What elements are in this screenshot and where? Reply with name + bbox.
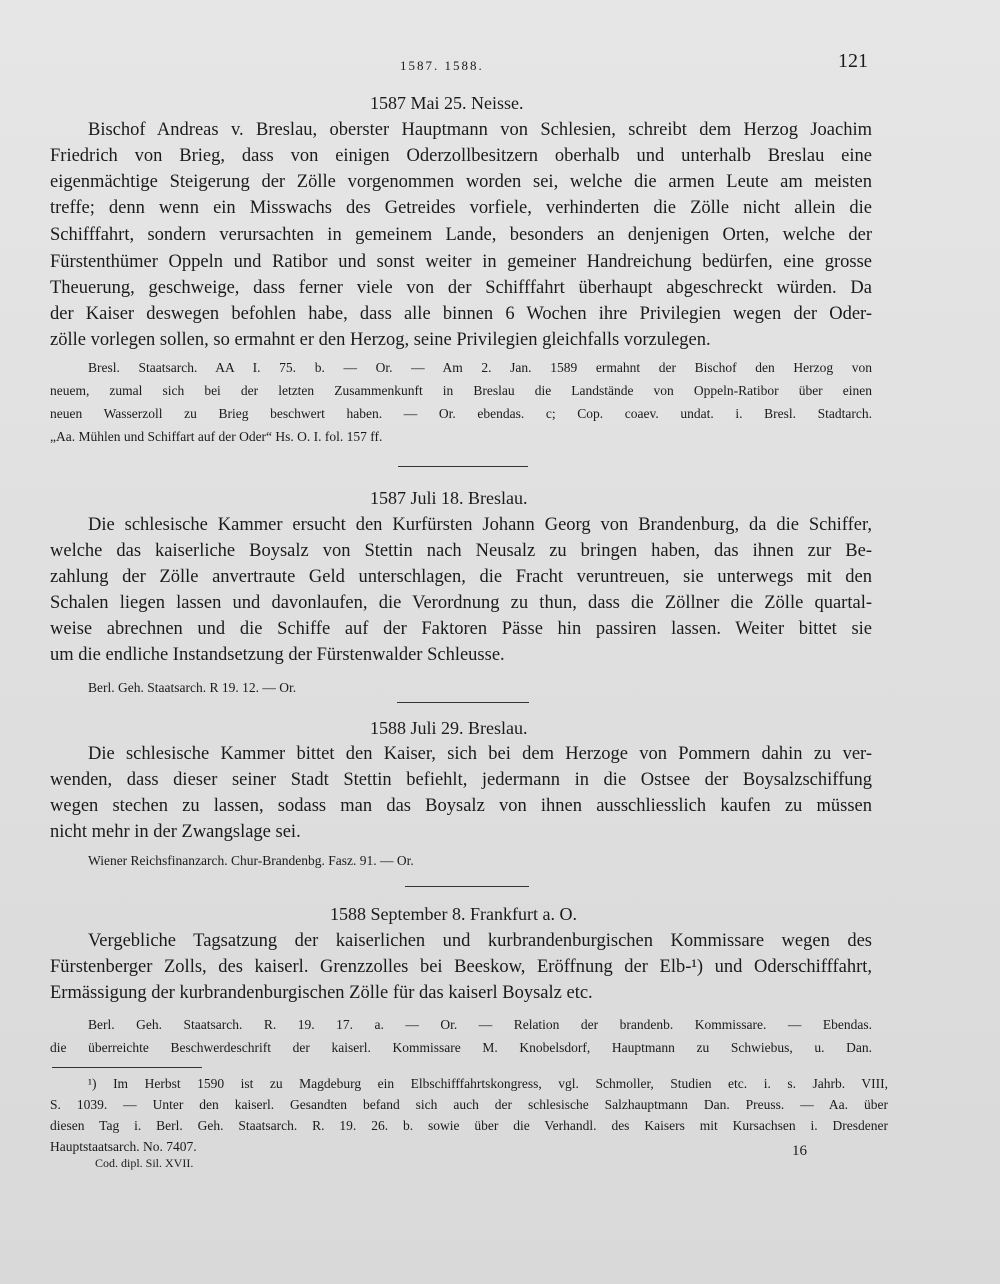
source-line: neuen Wasserzoll zu Brieg beschwert haben. — Or. ebendas. c; Cop. coaev. undat. i. Bresl. Stadtarch.	[50, 406, 872, 421]
body-line: Friedrich von Brieg, dass von einigen Oderzollbesitzern oberhalb und unterhalb Breslau eine	[50, 146, 872, 166]
body-line: Vergebliche Tagsatzung der kaiserlichen und kurbrandenburgischen Kommissare wegen des	[88, 931, 872, 951]
body-line: nicht mehr in der Zwangslage sei.	[50, 822, 301, 842]
body-line: Die schlesische Kammer bittet den Kaiser, sich bei dem Herzoge von Pommern dahin zu ver-	[88, 744, 872, 764]
signature-number: 16	[792, 1143, 807, 1159]
source-line: Wiener Reichsfinanzarch. Chur-Brandenbg. Fasz. 91. — Or.	[88, 853, 414, 868]
body-line: der Kaiser deswegen befohlen habe, dass alle binnen 6 Wochen ihre Privilegien wegen der Oder-	[50, 304, 872, 324]
body-line: eigenmächtige Steigerung der Zölle vorgenommen worden sei, welche die armen Leute am meisten	[50, 172, 872, 192]
body-line: Schifffahrt, sondern verursachten in gemeinem Lande, besonders an denjenigen Orten, welche der	[50, 225, 872, 245]
section-divider	[398, 466, 528, 467]
source-line: „Aa. Mühlen und Schiffart auf der Oder“ Hs. O. I. fol. 157 ff.	[50, 429, 383, 444]
source-line: Berl. Geh. Staatsarch. R 19. 12. — Or.	[88, 680, 297, 695]
entry-heading: 1587 Juli 18. Breslau.	[370, 488, 528, 508]
footnote-line: S. 1039. — Unter den kaiserl. Gesandten befand sich auch der schlesische Salzhauptmann Dan. Preuss. — Aa. über	[50, 1097, 888, 1112]
source-line: neuem, zumal sich bei der letzten Zusammenkunft in Breslau die Landstände von Oppeln-Ratibor über einen	[50, 383, 872, 398]
footnote-line: Hauptstaatsarch. No. 7407.	[50, 1139, 197, 1154]
body-line: treffe; denn wenn ein Misswachs des Getreides vorfiele, verhinderten die Zölle nicht allein die	[50, 198, 872, 218]
body-line: welche das kaiserliche Boysalz von Stettin nach Neusalz zu bringen haben, das ihnen zur Be-	[50, 541, 872, 561]
body-line: wenden, dass dieser seiner Stadt Stettin befiehlt, jedermann in die Ostsee der Boysalzschiffung	[50, 770, 872, 790]
body-line: zahlung der Zölle anvertraute Geld unterschlagen, die Fracht veruntreuen, sie unterwegs mit den	[50, 567, 872, 587]
section-divider	[397, 702, 529, 703]
source-line: die überreichte Beschwerdeschrift der kaiserl. Kommissare M. Knobelsdorf, Hauptmann zu Schwiebus, u. Dan.	[50, 1040, 872, 1055]
body-line: um die endliche Instandsetzung der Fürstenwalder Schleusse.	[50, 645, 505, 665]
signature-mark: Cod. dipl. Sil. XVII.	[95, 1156, 194, 1170]
entry-heading: 1587 Mai 25. Neisse.	[370, 93, 524, 113]
body-line: Theuerung, geschweige, dass ferner viele von der Schifffahrt überhaupt abgeschreckt würden. Da	[50, 278, 872, 298]
running-header: 1587. 1588.	[400, 58, 484, 73]
body-line: Schalen liegen lassen und davonlaufen, die Verordnung zu thun, dass die Zöllner die Zölle quartal-	[50, 593, 872, 613]
page-number: 121	[838, 50, 868, 72]
body-line: Fürstenberger Zolls, des kaiserl. Grenzzolles bei Beeskow, Eröffnung der Elb-¹) und Oderschifffahrt,	[50, 957, 872, 977]
entry-heading: 1588 September 8. Frankfurt a. O.	[330, 904, 577, 924]
source-line: Berl. Geh. Staatsarch. R. 19. 17. a. — Or. — Relation der brandenb. Kommissare. — Ebendas.	[88, 1017, 872, 1032]
entry-heading: 1588 Juli 29. Breslau.	[370, 718, 528, 738]
body-line: Ermässigung der kurbrandenburgischen Zölle für das kaiserl Boysalz etc.	[50, 983, 593, 1003]
body-line: wegen stechen zu lassen, sodass man das Boysalz von ihnen ausschliesslich kaufen zu müssen	[50, 796, 872, 816]
source-line: Bresl. Staatsarch. AA I. 75. b. — Or. — Am 2. Jan. 1589 ermahnt der Bischof den Herzog von	[88, 360, 872, 375]
footnote-divider	[52, 1067, 202, 1068]
body-line: weise abrechnen und die Schiffe auf der Faktoren Pässe hin passiren lassen. Weiter bittet sie	[50, 619, 872, 639]
body-line: Bischof Andreas v. Breslau, oberster Hauptmann von Schlesien, schreibt dem Herzog Joachim	[88, 120, 872, 140]
body-line: zölle vorlegen sollen, so ermahnt er den Herzog, seine Privilegien gleichfalls vorzulegen.	[50, 330, 711, 350]
body-line: Die schlesische Kammer ersucht den Kurfürsten Johann Georg von Brandenburg, da die Schiffer,	[88, 515, 872, 535]
section-divider	[405, 886, 529, 887]
footnote-line: ¹) Im Herbst 1590 ist zu Magdeburg ein Elbschifffahrtskongress, vgl. Schmoller, Studien etc. i. s. Jahrb. VIII,	[88, 1076, 888, 1091]
footnote-line: diesen Tag i. Berl. Geh. Staatsarch. R. 19. 26. b. sowie über die Verhandl. des Kaisers mit Kursachsen i. Dresdener	[50, 1118, 888, 1133]
body-line: Fürstenthümer Oppeln und Ratibor und sonst weiter in gemeiner Handreichung bedürfen, eine grosse	[50, 252, 872, 272]
